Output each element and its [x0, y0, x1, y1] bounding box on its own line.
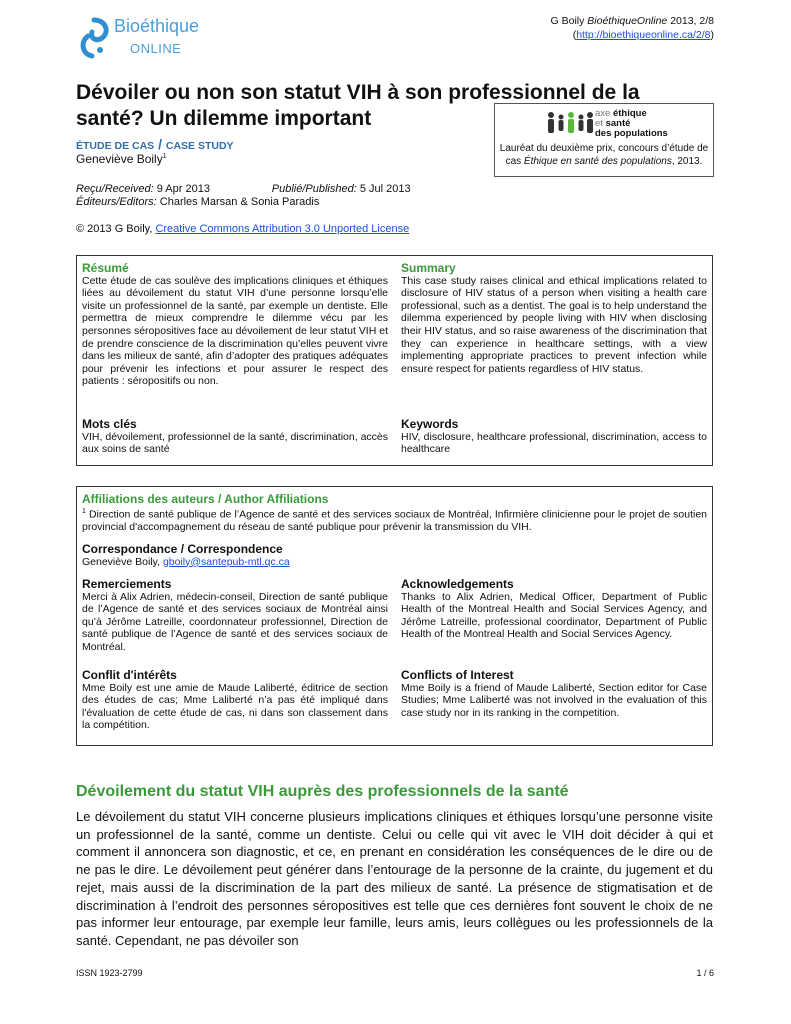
section-heading: Dévoilement du statut VIH auprès des professionnels de la santé [76, 783, 569, 800]
abstract-en: Summary This case study raises clinical and ethical implications related to disclosure of HIV status of a person when visiting a health care professional, such as a dentist. The goal is to help understand the dilemma experienced by people living with HIV when disclosing their HIV status, and so raise awareness of the discrimination that they can experience in healthcare settings, with a view implementing appropriate practices to prevent infection while ensure respect for patients regardless of HIV status. [401, 261, 707, 375]
remerciements: Remerciements Merci à Alix Adrien, médecin-conseil, Direction de santé publique de l’Agence de santé et des services sociaux de Montréal ainsi qu’à Jérôme Latreille, coordonnateur professionnel, Direction de santé publique de l’Agence de santé et des services sociaux de Montréal. [82, 577, 388, 653]
journal-logo [76, 14, 216, 62]
affiliations-box [76, 486, 713, 746]
email-link[interactable]: gboily@santepub-mtl.qc.ca [162, 555, 290, 568]
conflicts-of-interest: Conflicts of Interest Mme Boily is a friend of Maude Laliberté, Section editor for Case Studies; Mme Laliberté was not involved in the evaluation of this case study nor in its ranking in the competition. [401, 668, 707, 719]
abstract-fr: Résumé Cette étude de cas soulève des implications cliniques et éthiques liées au dévoilement du statut VIH d’une personne lorsqu’elle visite un professionnel de la santé, par exemple un dentiste. Elle permettra de mieux comprendre le dilemme vécu par les personnes séropositives face au dévoilement de leur statut VIH et de prendre conscience de la discrimination qu’elles peuvent vivre dans les milieux de santé, afin d’adopter des pratiques adéquates pour prévenir les infections et pour assurer le respect des patients : séropositifs ou non. [82, 261, 388, 388]
abstract-box [76, 255, 713, 466]
correspondence: Correspondance / Correspondence Geneviève Boily, gboily@santepub-mtl.qc.ca [82, 542, 290, 568]
keywords-fr: Mots clés VIH, dévoilement, professionnel de la santé, discrimination, accès aux soins de santé [82, 417, 388, 456]
award-box [494, 103, 714, 177]
keywords-en: Keywords HIV, disclosure, healthcare professional, discrimination, access to healthcare [401, 417, 707, 456]
author-name: Geneviève Boily$^1$ [76, 152, 167, 166]
license-link[interactable]: Creative Commons Attribution 3.0 Unported License [155, 223, 410, 235]
citation-author: G Boily [550, 15, 585, 27]
logo-sub: ONLINE [130, 41, 182, 56]
affiliations: Affiliations des auteurs / Author Affiliations $^1$ Direction de santé publique de l’Agence de santé et des services sociaux de Montréal, Infirmière clinicienne pour le projet de soutien provincial d'accompagnement du réseau de santé publique pour prévenir la transmission du VIH. [82, 492, 707, 533]
award-text: Lauréat du deuxième prix, concours d’étude de cas Éthique en santé des populations, 2013. [499, 143, 709, 167]
article-title: Dévoiler ou non son statut VIH à son professionnel de la santé? Un dilemme important [76, 81, 640, 130]
citation-journal: BioéthiqueOnline [587, 15, 668, 27]
award-axis-label: axe éthique et santé des populations [595, 108, 668, 139]
conflit-interets: Conflit d'intérêts Mme Boily est une amie de Maude Laliberté, éditrice de section des études de cas; Mme Laliberté n’a pas été impliqué dans l'évaluation de cette étude de cas, ni dans son classement dans la compétition. [82, 668, 388, 732]
acknowledgements: Acknowledgements Thanks to Alix Adrien, Medical Officer, Department of Public Health of the Montreal Health and Social Services Agency, and Jérôme Latreille, professional coordinator, Department of Public Health of the Montreal Health and Social Services Agency. [401, 577, 707, 641]
logo-mark-icon [76, 16, 112, 60]
citation-issue: 2013, 2/8 [670, 15, 714, 27]
copyright: © 2013 G Boily, Creative Commons Attribution 3.0 Unported License [76, 223, 410, 235]
people-icon [545, 109, 595, 139]
case-study-label: ÉTUDE DE CAS / CASE STUDY [76, 136, 234, 152]
article-dates: Reçu/Received: 9 Apr 2013 Publié/Published: 5 Jul 2013 Éditeurs/Editors: Charles Marsan & Sonia Paradis [76, 183, 411, 208]
footer-issn: ISSN 1923-2799 [76, 968, 143, 978]
footer-page-number: 1 / 6 [696, 968, 714, 978]
journal-citation: G Boily BioéthiqueOnline 2013, 2/8 (http://bioethiqueonline.ca/2/8) [550, 15, 714, 41]
citation-url-link[interactable]: http://bioethiqueonline.ca/2/8 [576, 29, 711, 41]
logo-name: Bioéthique [114, 16, 200, 36]
section-body: Le dévoilement du statut VIH concerne plusieurs implications cliniques et éthiques lorsqu’une personne visite un professionnel de la santé, comme un dentiste. Celui ou celle qui vit avec le VIH doit décider à qui et comment il annoncera son diagnostic, et ce, en prenant en considération les conséquences de le dire ou de ne pas le dire. Le dévoilement peut générer dans l’entourage de la personne de la crainte, du jugement et du rejet, mais aussi de la discrimination de la part des milieux de santé. La présence de stigmatisation et de discrimination à l’endroit des personnes séropositives est telle que ces dernières font souvent le choix de ne pas informer leur entourage, par exemple leur famille, leurs amis, leurs collègues ou les professionnels de la santé. Cependant, ne pas dévoiler son [76, 809, 713, 948]
